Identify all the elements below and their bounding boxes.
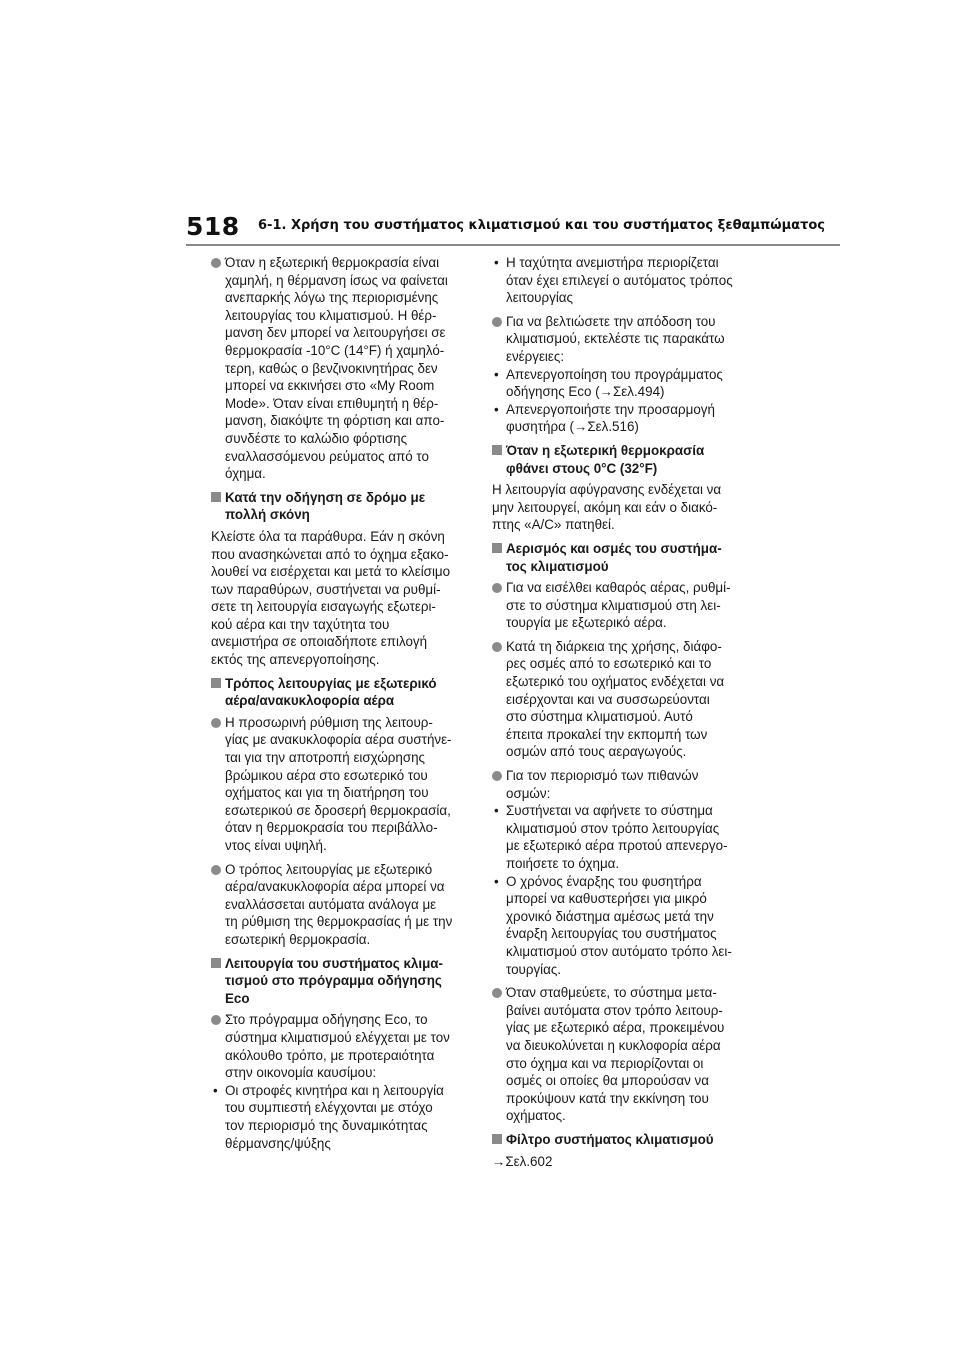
circle-bullet-icon xyxy=(211,1015,221,1025)
list-bullet: • Οι στροφές κινητήρα και η λειτουργία του συμπιεστή ελέγχονται με στόχο τον περιορισμό της δυναμικότητας θέρμανσης/ψύξης xyxy=(211,1082,475,1152)
text-line: ποιήσετε το όχημα. xyxy=(506,856,620,871)
text-line: αέρα/ανακυκλοφορία αέρα μπορεί να xyxy=(225,879,445,895)
text-line: έπειτα προκαλεί την εκπομπή των xyxy=(506,726,708,742)
note-item xyxy=(211,714,475,855)
text-line: όταν έχει επιλεγεί ο αυτόματος τρόπος xyxy=(506,272,733,288)
list-bullet: • Απενεργοποίηση του προγράμματος οδήγησης Eco (→Σελ.494) xyxy=(492,366,756,401)
page-reference-link[interactable] xyxy=(492,1153,756,1171)
text-line: με εξωτερικό αέρα προτού απενεργο- xyxy=(506,838,728,854)
text-line: φυσητήρα (→Σελ.516) xyxy=(506,419,639,435)
text-line: τουργία με εξωτερικό αέρα. xyxy=(506,615,667,631)
text-line: Τρόπος λειτουργίας με εξωτερικό xyxy=(225,675,437,691)
text-line: εισέρχονται και να συσσωρεύονται xyxy=(506,691,710,707)
text-line: οχήματος και για τη διατήρηση του xyxy=(225,785,429,801)
text-line: στην οικονομία καυσίμου: xyxy=(225,1065,377,1081)
header-divider xyxy=(186,244,840,246)
section-heading xyxy=(211,489,475,524)
circle-bullet-icon xyxy=(211,718,221,728)
text-line: Για να εισέλθει καθαρός αέρας, ρυθμί- xyxy=(506,580,731,596)
text-line: ρες οσμές από το εσωτερικό και το xyxy=(506,656,712,672)
circle-bullet-icon xyxy=(492,583,502,593)
text-line: ανεπαρκής λόγω της περιορισμένης xyxy=(225,290,439,306)
square-heading-icon xyxy=(492,445,502,455)
text-line: στο σύστημα κλιματισμού. Αυτό xyxy=(506,709,693,725)
text-line: Κατά τη διάρκεια της χρήσης, διάφο- xyxy=(506,638,722,654)
text-line: τουργίας. xyxy=(506,961,562,977)
text-line: ενέργειες: xyxy=(506,348,565,364)
text-line: τος κλιματισμού xyxy=(506,558,609,574)
note-item xyxy=(211,1011,475,1081)
text-line: που ανασηκώνεται από το όχημα εξακο- xyxy=(211,546,449,562)
list-bullet: • Συστήνεται να αφήνετε το σύστημα κλιματισμού στον τρόπο λειτουργίας με εξωτερικό αέρα προτού απενεργο- ποιήσετε το όχημα. xyxy=(492,802,756,872)
text-line: πολλή σκόνη xyxy=(225,507,310,523)
text-line: κλιματισμού στον αυτόματο τρόπο λει- xyxy=(506,943,732,959)
text-line: όχημα. xyxy=(225,466,266,482)
text-line: προκύψουν κατά την εκκίνηση του xyxy=(506,1090,709,1106)
square-heading-icon xyxy=(492,1134,502,1144)
circle-bullet-icon xyxy=(211,258,221,268)
note-item xyxy=(492,313,756,366)
text-line: Αερισμός και οσμές του συστήμα- xyxy=(506,540,722,556)
text-line: μανση δεν μπορεί να λειτουργήσει σε xyxy=(225,325,446,341)
text-line: σετε τη λειτουργία εισαγωγής εξωτερι- xyxy=(211,599,436,615)
text-line: βρώμικου αέρα στο εσωτερικό του xyxy=(225,767,428,783)
text-line: τη ρύθμιση της θερμοκρασίας ή με την xyxy=(225,914,453,930)
text-line: φθάνει στους 0°C (32°F) xyxy=(506,460,658,476)
note-item xyxy=(492,767,756,802)
text-line: μην λειτουργεί, ακόμη και εάν ο διακό- xyxy=(492,499,718,515)
text-line: Για να βελτιώσετε την απόδοση του xyxy=(506,313,716,329)
note-item xyxy=(492,638,756,761)
text-line: κού αέρα και την ταχύτητα του xyxy=(211,616,390,632)
text-line: πτης «A/C» πατηθεί. xyxy=(492,517,615,533)
text-line: Οι στροφές κινητήρα και η λειτουργία xyxy=(225,1082,444,1098)
text-line: κλιματισμού, εκτελέστε τις παρακάτω xyxy=(506,331,725,347)
text-line: κλιματισμού στον τρόπο λειτουργίας xyxy=(506,820,720,836)
text-line: Στο πρόγραμμα οδήγησης Eco, το xyxy=(225,1012,428,1028)
square-heading-icon xyxy=(492,543,502,553)
text-line: γίας με ανακυκλοφορία αέρα συστήνε- xyxy=(225,732,452,748)
text-line: Όταν η εξωτερική θερμοκρασία xyxy=(506,442,705,458)
text-line: ντος είναι υψηλή. xyxy=(225,838,327,853)
text-line: ται για την αποτροπή εισχώρησης xyxy=(225,750,426,766)
text-line: όταν η θερμοκρασία του περιβάλλο- xyxy=(225,820,438,836)
text-line: εκτός της απενεργοποίησης. xyxy=(211,652,380,668)
note-item xyxy=(492,984,756,1125)
section-heading xyxy=(211,955,475,1008)
text-line: Φίλτρο συστήματος κλιματισμού xyxy=(506,1131,714,1147)
text-line: λειτουργίας του κλιματισμού. Η θέρ- xyxy=(225,307,437,323)
chapter-header-title: 6-1. Χρήση του συστήματος κλιματισμού και του συστήματος ξεθαμπώματος xyxy=(258,218,826,233)
text-line: τερη, καθώς ο βενζινοκινητήρας δεν xyxy=(225,360,438,376)
text-line: τισμού στο πρόγραμμα οδήγησης xyxy=(225,973,442,989)
text-line: Ο χρόνος έναρξης του φυσητήρα xyxy=(506,873,702,889)
text-line: μανση, διακόψτε τη φόρτιση και απο- xyxy=(225,413,445,429)
page-number: 518 xyxy=(186,212,240,241)
text-line: του συμπιεστή ελέγχονται με στόχο xyxy=(225,1100,433,1116)
text-line: γίας με εξωτερικό αέρα, προκειμένου xyxy=(506,1020,725,1036)
note-item xyxy=(211,254,475,483)
text-line: εξωτερικό του οχήματος ενδέχεται να xyxy=(506,674,725,690)
text-line: Απενεργοποίηση του προγράμματος xyxy=(506,366,723,382)
text-line: βαίνει αυτόματα στον τρόπο λειτουρ- xyxy=(506,1002,723,1018)
text-line: μπορεί να καθυστερήσει για μικρό xyxy=(506,891,707,907)
square-heading-icon xyxy=(211,958,221,968)
paragraph xyxy=(492,481,756,534)
text-line: Η ταχύτητα ανεμιστήρα περιορίζεται xyxy=(506,255,719,270)
list-bullet: • Απενεργοποιήστε την προσαρμογή φυσητήρα (→Σελ.516) xyxy=(492,401,756,436)
text-line: Η λειτουργία αφύγρανσης ενδέχεται να xyxy=(492,482,722,498)
list-bullet: • Ο χρόνος έναρξης του φυσητήρα μπορεί να καθυστερήσει για μικρό χρονικό διάστημα αμέσως μετά την έναρξη λειτουργίας του συστήματος κλιματισμού στον αυτόματο τρόπο λει- τουργίας. xyxy=(492,873,756,979)
text-line: των παραθύρων, συστήνεται να ρυθμί- xyxy=(211,581,441,597)
circle-bullet-icon xyxy=(492,317,502,327)
text-line: τον περιορισμό της δυναμικότητας xyxy=(225,1117,428,1133)
text-line: Λειτουργία του συστήματος κλιμα- xyxy=(225,955,443,971)
text-line: θέρμανσης/ψύξης xyxy=(225,1135,331,1151)
circle-bullet-icon xyxy=(211,865,221,875)
text-line: οσμών από τους αεραγωγούς. xyxy=(506,744,687,760)
text-line: εναλλάσσεται αυτόματα ανάλογα με xyxy=(225,896,437,912)
text-line: Όταν η εξωτερική θερμοκρασία είναι xyxy=(225,255,440,270)
text-line: Για τον περιορισμό των πιθανών xyxy=(506,768,699,784)
text-line: χρονικό διάστημα αμέσως μετά την xyxy=(506,908,714,924)
text-line: εναλλασσόμενου ρεύματος από το xyxy=(225,448,429,464)
right-column xyxy=(492,254,756,1170)
text-line: Η προσωρινή ρύθμιση της λειτουρ- xyxy=(225,714,433,730)
text-line: λουθεί να εισέρχεται και μετά το κλείσιμο xyxy=(211,564,451,580)
section-heading xyxy=(492,442,756,477)
text-line: στε το σύστημα κλιματισμού στη λει- xyxy=(506,597,721,613)
note-item xyxy=(492,579,756,632)
section-heading xyxy=(492,1131,756,1149)
text-line: Συστήνεται να αφήνετε το σύστημα xyxy=(506,803,713,819)
text-line: οχήματος. xyxy=(506,1108,566,1124)
text-line: θερμοκρασία -10°C (14°F) ή χαμηλό- xyxy=(225,342,445,358)
text-line: Eco xyxy=(225,990,250,1006)
left-column xyxy=(211,254,475,1152)
text-line: οσμών: xyxy=(506,785,551,801)
text-line: Ο τρόπος λειτουργίας με εξωτερικό xyxy=(225,861,433,877)
text-line: αέρα/ανακυκλοφορία αέρα xyxy=(225,693,395,709)
text-line: ανεμιστήρα σε οποιαδήποτε επιλογή xyxy=(211,634,428,650)
text-line: ακόλουθο τρόπο, με προτεραιότητα xyxy=(225,1047,435,1063)
circle-bullet-icon xyxy=(492,988,502,998)
text-line: εσωτερική θερμοκρασία. xyxy=(225,931,371,947)
text-line: λειτουργίας xyxy=(506,290,573,306)
text-line: Mode». Όταν είναι επιθυμητή η θέρ- xyxy=(225,395,439,411)
paragraph xyxy=(211,528,475,669)
section-heading xyxy=(211,675,475,710)
text-line: μπορεί να εκκινήσει στο «My Room xyxy=(225,378,435,394)
text-line: Όταν σταθμεύετε, το σύστημα μετα- xyxy=(506,985,717,1001)
square-heading-icon xyxy=(211,492,221,502)
text-line: οδήγησης Eco (→Σελ.494) xyxy=(506,384,665,400)
text-line: Κατά την οδήγηση σε δρόμο με xyxy=(225,489,426,505)
text-line: →Σελ.602 xyxy=(492,1153,553,1169)
text-line: συνδέστε το καλώδιο φόρτισης xyxy=(225,430,408,446)
text-line: να διευκολύνεται η κυκλοφορία αέρα xyxy=(506,1037,721,1053)
text-line: Κλείστε όλα τα παράθυρα. Εάν η σκόνη xyxy=(211,528,445,544)
list-bullet: • Η ταχύτητα ανεμιστήρα περιορίζεται όταν έχει επιλεγεί ο αυτόματος τρόπος λειτουργίας xyxy=(492,254,756,307)
text-line: στο όχημα και να περιορίζονται οι xyxy=(506,1055,704,1071)
text-line: Απενεργοποιήστε την προσαρμογή xyxy=(506,401,715,417)
circle-bullet-icon xyxy=(492,771,502,781)
text-line: σύστημα κλιματισμού ελέγχεται με τον xyxy=(225,1029,450,1045)
section-heading xyxy=(492,540,756,575)
text-line: εσωτερικού σε δροσερή θερμοκρασία, xyxy=(225,802,451,818)
note-item xyxy=(211,861,475,949)
circle-bullet-icon xyxy=(492,642,502,652)
text-line: χαμηλή, η θέρμανση ίσως να φαίνεται xyxy=(225,272,448,288)
text-line: έναρξη λειτουργίας του συστήματος xyxy=(506,926,717,942)
square-heading-icon xyxy=(211,678,221,688)
text-line: οσμές οι οποίες θα μπορούσαν να xyxy=(506,1073,709,1089)
